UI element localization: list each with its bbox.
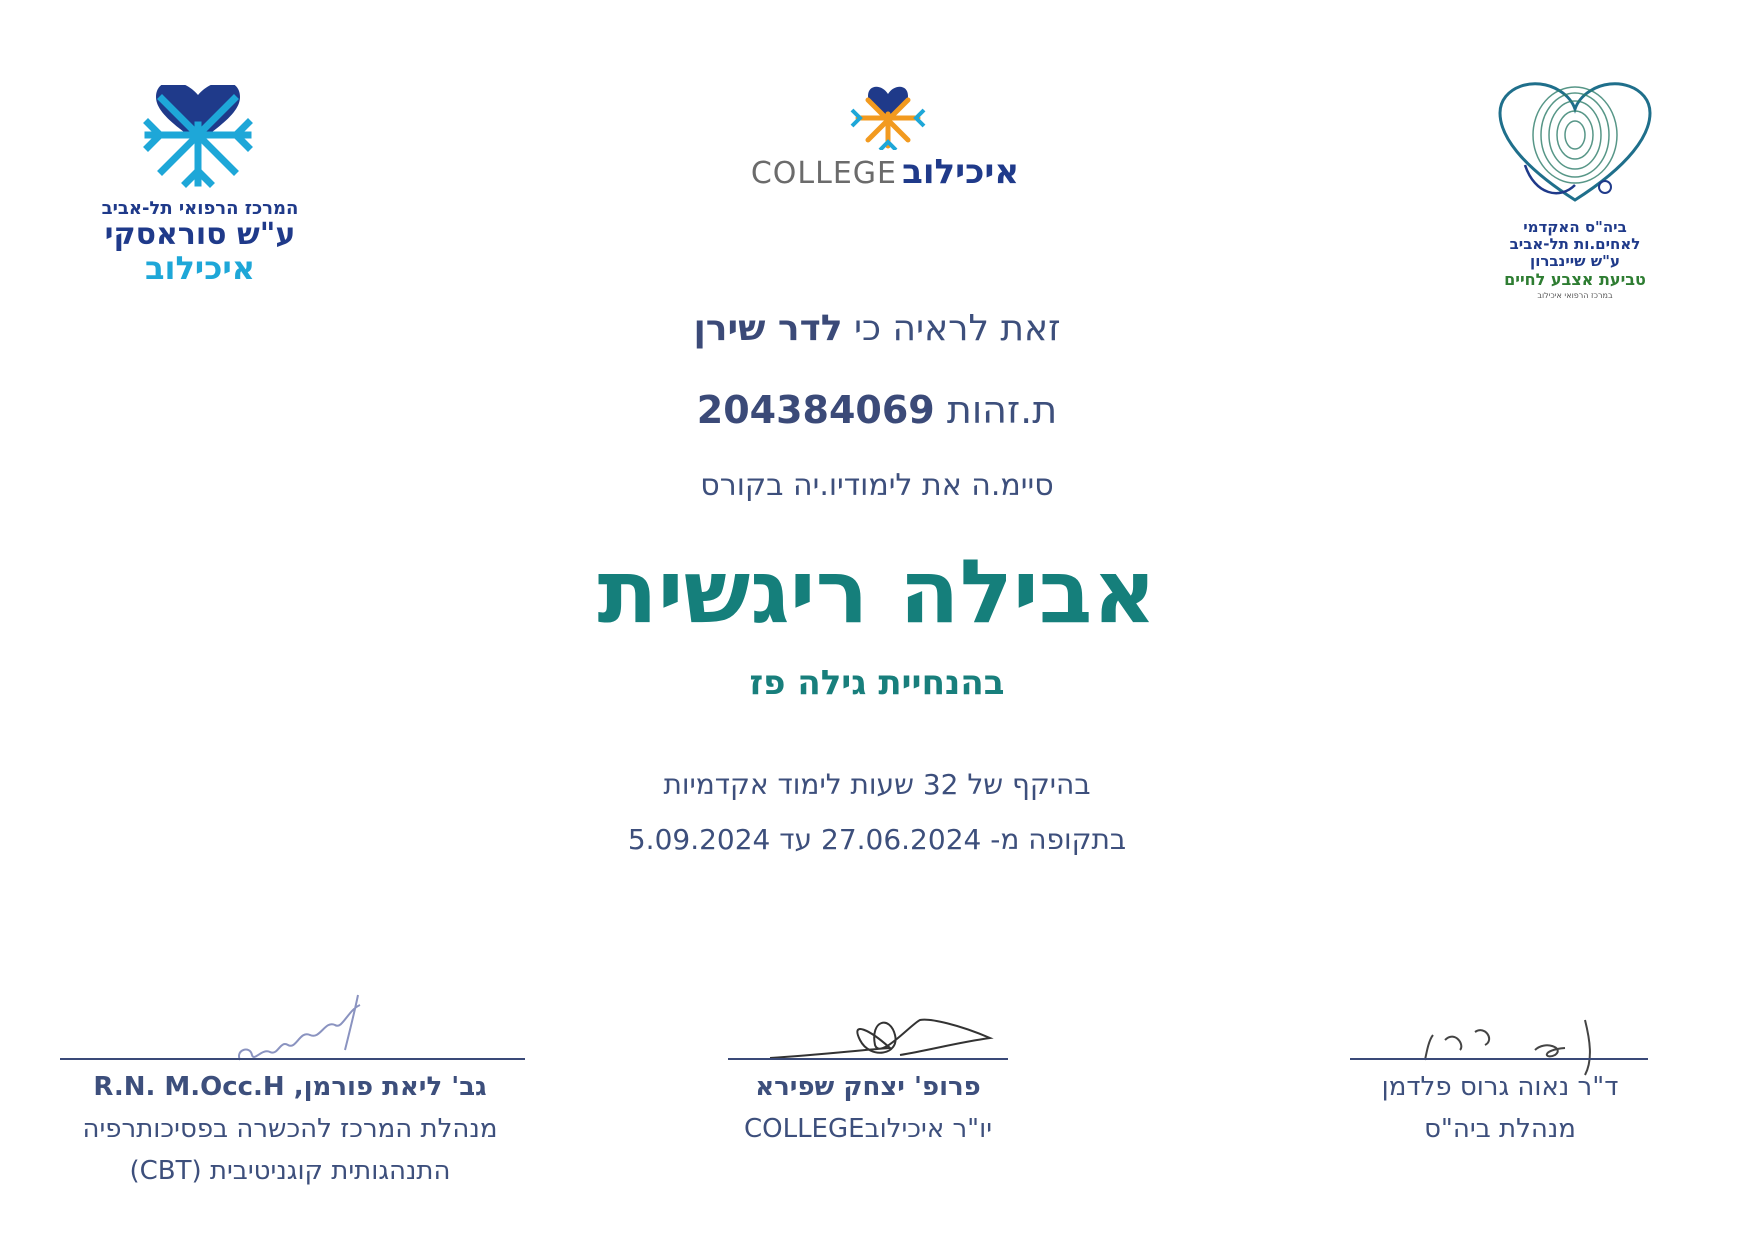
signature-feldman [1415, 1010, 1615, 1080]
college-emblem-icon [740, 80, 1030, 150]
signature-line-center [728, 1058, 1008, 1060]
fingerprint-heart-icon [1480, 75, 1670, 215]
id-number: 204384069 [696, 388, 935, 432]
signature-name-left: גב' ליאת פורמן, R.N. M.Occ.H [93, 1072, 487, 1102]
guidance-line: בהנחיית גילה פז [749, 663, 1005, 703]
course-title: אבילה ריגשית [597, 540, 1157, 643]
completed-line: סיימ.ה את לימודיו.יה בקורס [700, 468, 1054, 503]
nursing-line2: לאחים.ות תל-אביב [1509, 235, 1641, 253]
intro-line [0, 308, 1754, 349]
signature-role-left-1: מנהלת המרכז להכשרה בפסיכותרפיה [82, 1114, 498, 1144]
period-line: בתקופה מ- 27.06.2024 עד 5.09.2024 [627, 823, 1127, 856]
scope-line: בהיקף של 32 שעות לימוד אקדמיות [663, 768, 1091, 801]
signature-name-right: ד"ר נאוה גרוס פלדמן [1381, 1072, 1619, 1102]
nursing-school-logo [1480, 75, 1670, 305]
signature-role-right: מנהלת ביה"ס [1424, 1114, 1576, 1144]
signature-role-center: יו"ר איכילובCOLLEGE [743, 1114, 993, 1144]
intro-text: זאת לראיה כי [853, 308, 1061, 349]
signature-line-left [60, 1058, 525, 1060]
sourasky-line2: ע"ש סוראסקי [104, 217, 296, 252]
sourasky-logo [90, 85, 310, 295]
college-hebrew-text: איכילוב [902, 152, 1020, 192]
nursing-line1: ביה"ס האקדמי [1523, 218, 1627, 236]
snowflake-heart-icon [90, 85, 310, 190]
id-label: ת.זהות [946, 388, 1058, 432]
nursing-line4: טביעת אצבע לחיים [1504, 270, 1646, 289]
nursing-line3: ע"ש שיינברון [1530, 252, 1620, 270]
nursing-line5: במרכז הרפואי איכילוב [1537, 291, 1613, 300]
ichilov-college-logo [740, 80, 1030, 200]
sourasky-line1: המרכז הרפואי תל-אביב [101, 198, 299, 219]
signature-line-right [1350, 1058, 1648, 1060]
sourasky-line3: איכילוב [144, 249, 256, 287]
signature-role-left-2: התנהגותית קוגניטיבית (CBT) [129, 1156, 451, 1186]
id-line [0, 388, 1754, 432]
recipient-name: לדר שירן [693, 308, 843, 349]
college-english-text: COLLEGE [750, 156, 898, 191]
signature-name-center: פרופ' יצחק שפירא [755, 1072, 981, 1102]
